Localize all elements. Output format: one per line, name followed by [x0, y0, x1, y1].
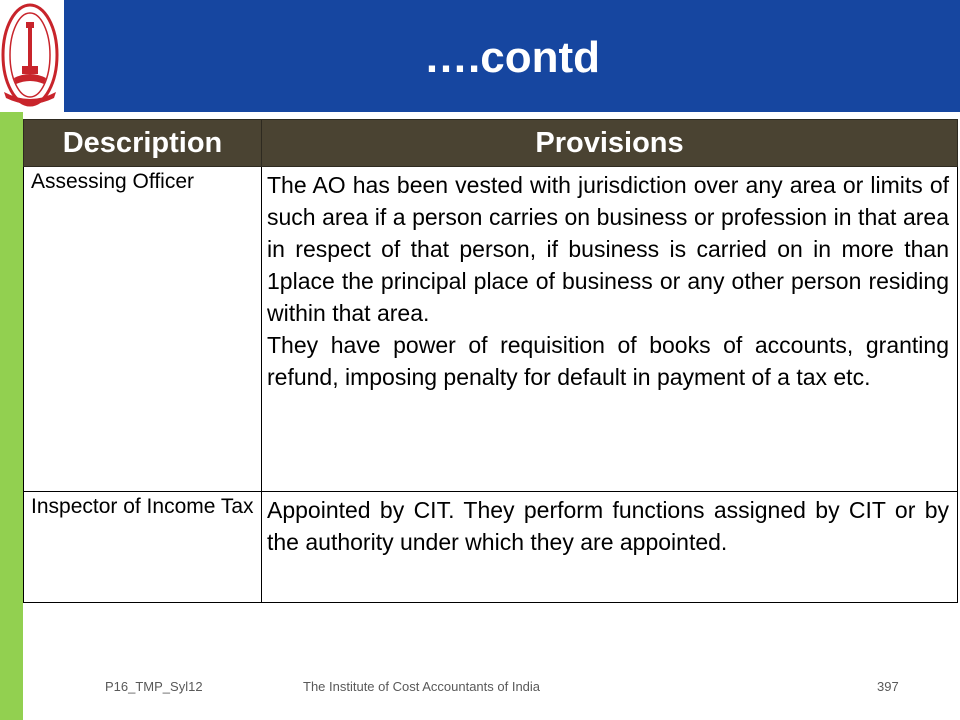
provisions-cell	[262, 167, 958, 492]
institute-seal-icon	[0, 0, 64, 112]
provisions-table	[23, 119, 958, 603]
footer-course-code: P16_TMP_Syl12	[105, 679, 203, 694]
column-header-provisions: Provisions	[262, 120, 958, 167]
provision-paragraph: They have power of requisition of books of accounts, granting refund, imposing penalty for default in payment of a tax etc.	[267, 332, 949, 390]
provision-paragraph: The AO has been vested with jurisdiction over any area or limits of such area if a person carries on business or profession in that area in respect of that person, if business is carried on in more than 1place the principal place of business or any other person residing within that area.	[267, 172, 949, 326]
table-row	[24, 492, 958, 603]
column-header-description: Description	[24, 120, 262, 167]
table-header-row	[24, 120, 958, 167]
side-accent-bar	[0, 112, 23, 720]
provisions-cell	[262, 492, 958, 603]
table-row	[24, 167, 958, 492]
description-cell: Inspector of Income Tax	[24, 492, 262, 603]
footer-institute-name: The Institute of Cost Accountants of India	[303, 679, 541, 694]
provision-paragraph: Appointed by CIT. They perform functions assigned by CIT or by the authority under which they are appointed.	[267, 497, 949, 555]
title-bar	[64, 0, 960, 112]
footer-page-number: 397	[877, 679, 899, 694]
institute-logo	[0, 0, 64, 112]
slide-title: ….contd	[424, 33, 600, 82]
description-cell: Assessing Officer	[24, 167, 262, 492]
